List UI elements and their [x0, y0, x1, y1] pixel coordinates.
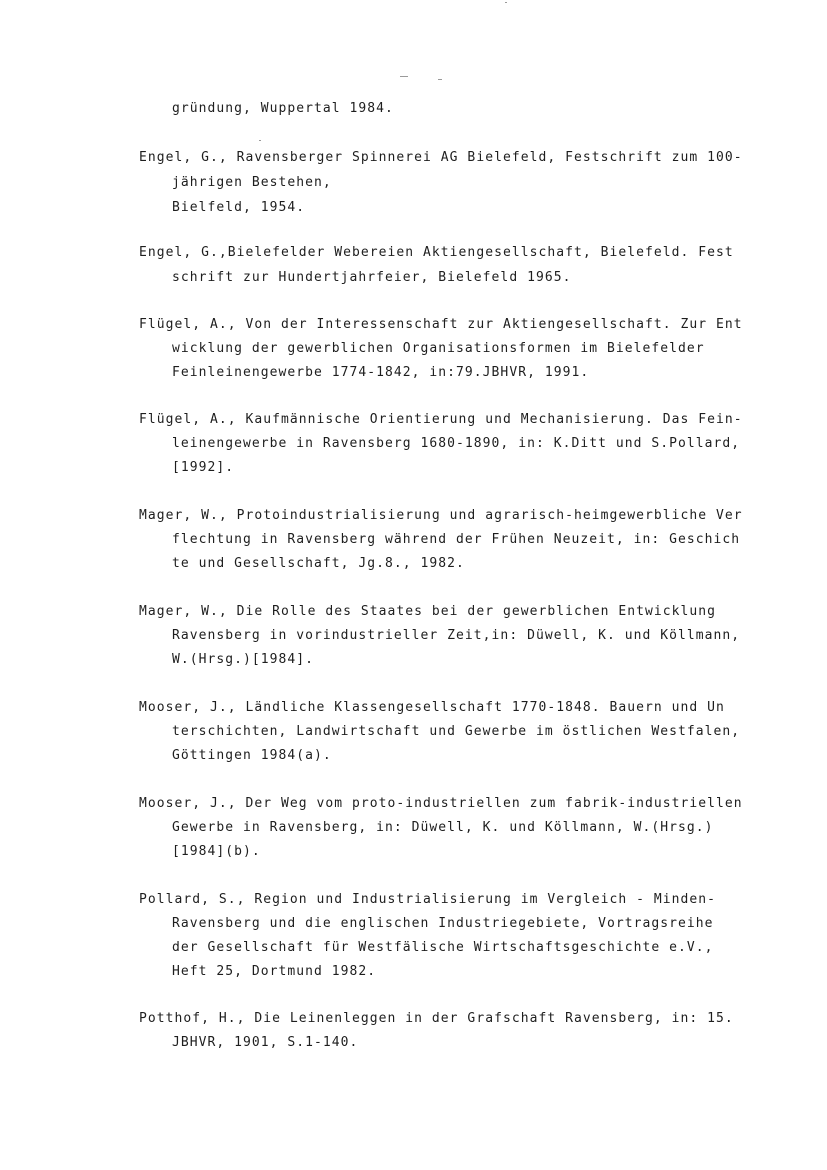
- entry-line: Engel, G., Ravensberger Spinnerei AG Bielefeld, Festschrift zum 100-: [139, 150, 743, 165]
- entry-line: [1992].: [172, 460, 235, 475]
- entry-line: Mager, W., Protoindustrialisierung und agrarisch-heimgewerbliche Ver: [139, 508, 743, 523]
- entry-line: Mooser, J., Ländliche Klassengesellschaft 1770-1848. Bauern und Un: [139, 700, 725, 715]
- entry-line: JBHVR, 1901, S.1-140.: [172, 1035, 359, 1050]
- scan-speck: [400, 76, 408, 77]
- entry-line: Ravensberg in vorindustrieller Zeit,in: Düwell, K. und Köllmann,: [172, 628, 741, 643]
- entry-line: Flügel, A., Von der Interessenschaft zur Aktiengesellschaft. Zur Ent: [139, 317, 743, 332]
- entry-line: Gewerbe in Ravensberg, in: Düwell, K. und Köllmann, W.(Hrsg.): [172, 820, 714, 835]
- entry-line: Bielfeld, 1954.: [172, 200, 306, 215]
- entry-line: terschichten, Landwirtschaft und Gewerbe im östlichen Westfalen,: [172, 724, 741, 739]
- entry-line: jährigen Bestehen,: [172, 175, 332, 190]
- entry-line: W.(Hrsg.)[1984].: [172, 652, 315, 667]
- entry-line: Ravensberg und die englischen Industriegebiete, Vortragsreihe: [172, 916, 714, 931]
- entry-line: Heft 25, Dortmund 1982.: [172, 964, 377, 979]
- entry-line: Mager, W., Die Rolle des Staates bei der gewerblichen Entwicklung: [139, 604, 716, 619]
- entry-line: wicklung der gewerblichen Organisationsformen im Bielefelder: [172, 341, 705, 356]
- entry-line: [1984](b).: [172, 844, 261, 859]
- scan-speck: [505, 2, 507, 3]
- entry-line: flechtung in Ravensberg während der Frühen Neuzeit, in: Geschich: [172, 532, 741, 547]
- scan-speck: [259, 140, 261, 141]
- continued-entry-fragment: gründung, Wuppertal 1984.: [172, 101, 394, 116]
- entry-line: Pollard, S., Region und Industrialisierung im Vergleich - Minden-: [139, 892, 716, 907]
- entry-line: Engel, G.,Bielefelder Webereien Aktiengesellschaft, Bielefeld. Fest: [139, 245, 734, 260]
- entry-line: schrift zur Hundertjahrfeier, Bielefeld 1965.: [172, 270, 572, 285]
- entry-line: leinengewerbe in Ravensberg 1680-1890, in: K.Ditt und S.Pollard,: [172, 436, 741, 451]
- entry-line: Flügel, A., Kaufmännische Orientierung und Mechanisierung. Das Fein-: [139, 412, 743, 427]
- entry-line: te und Gesellschaft, Jg.8., 1982.: [172, 556, 465, 571]
- scan-speck: [438, 79, 442, 80]
- entry-line: Göttingen 1984(a).: [172, 748, 332, 763]
- entry-line: Feinleinengewerbe 1774-1842, in:79.JBHVR, 1991.: [172, 365, 590, 380]
- entry-line: der Gesellschaft für Westfälische Wirtschaftsgeschichte e.V.,: [172, 940, 714, 955]
- entry-line: Mooser, J., Der Weg vom proto-industriellen zum fabrik-industriellen: [139, 796, 743, 811]
- entry-line: Potthof, H., Die Leinenleggen in der Grafschaft Ravensberg, in: 15.: [139, 1011, 734, 1026]
